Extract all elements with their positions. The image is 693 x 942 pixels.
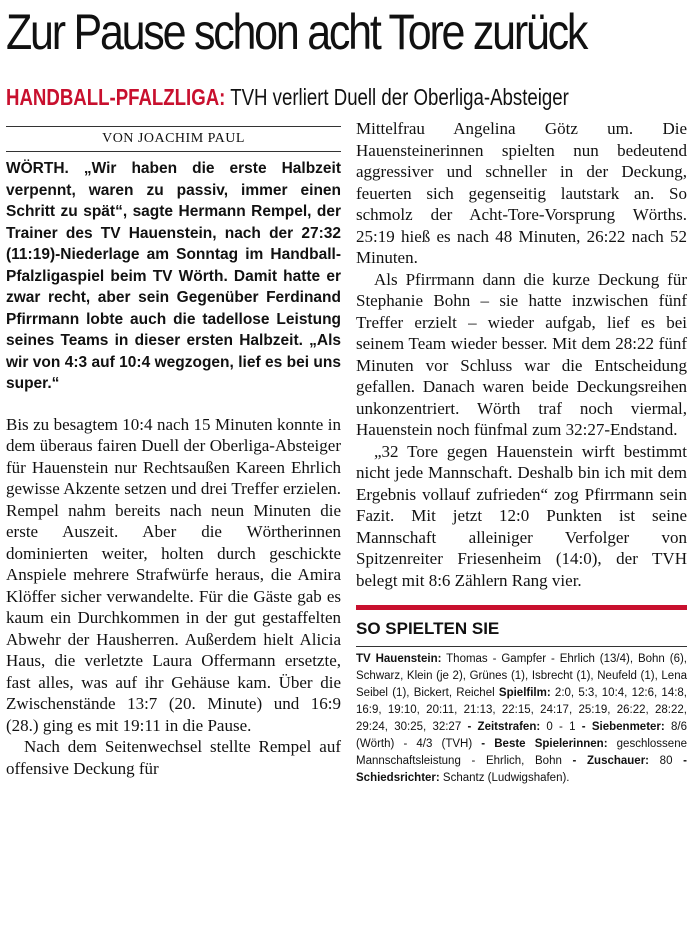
team-lineup: Thomas - Gampfer - Ehrlich (13/4), Bohn (6), Schwarz, Klein (je 2), Grünes (1), Isbrecht (1), Neufeld (1), Lena Seibel (1), Bickert, Reichel xyxy=(356,653,687,699)
body-paragraph: Als Pfirrmann dann die kurze Deckung für Stephanie Bohn – sie hatte inzwischen fünf Treffer erzielt – wieder aufgab, lief es bei seinem Team wieder besser. Mit dem 28:22 fünf Minuten vor Schluss war die Entscheidung gefallen. Danach waren beide Deckungsreihen unkonzentriert. Wörth traf noch viermal, Hauenstein noch fünfmal zum 32:27-Endstand. xyxy=(356,269,687,439)
best-players-value: geschlossene Mannschaftsleistung - Ehrlich, Bohn xyxy=(356,738,687,767)
lead-paragraph: WÖRTH. „Wir haben die erste Halbzeit verpennt, waren zu passiv, immer einen Schritt zu spät“, sagte Hermann Rempel, der Trainer des TV Hauenstein, nach der 27:32 (11:19)-Niederlage am Sonntag im Handball-Pfalzligaspiel beim TV Wörth. Damit hatte er zwar recht, aber sein Gegenüber Ferdinand Pfirrmann lobte auch die tadellose Leistung seines Teams in dieser ersten Halbzeit. „Als wir von 4:3 auf 10:4 wegzogen, lief es bei uns super.“ xyxy=(6,160,341,392)
separator: - xyxy=(461,721,478,733)
seven-meter-value: 8/6 (Wörth) - 4/3 (TVH) xyxy=(356,721,687,750)
spectators-label: Zuschauer: xyxy=(587,755,650,767)
subline-kicker: HANDBALL-PFALZLIGA: xyxy=(6,84,226,110)
body-paragraph: Mittelfrau Angelina Götz um. Die Hauensteinerinnen spielten nun bedeutend aggressiver und schneller in der Deckung, feuerten sich gegenseitig lautstark an. So schmolz der Acht-Tore-Vorsprung Wörths. 25:19 hieß es nach 48 Minuten, 26:22 nach 52 Minuten. xyxy=(356,119,687,267)
article-headline: Zur Pause schon acht Tore zurück xyxy=(6,4,587,60)
separator: - xyxy=(472,738,495,750)
article-subline xyxy=(6,82,654,112)
stats-box-title: SO SPIELTEN SIE xyxy=(356,605,687,640)
stats-box-divider xyxy=(356,646,687,647)
time-penalty-label: Zeitstrafen: xyxy=(477,721,541,733)
seven-meter-label: Siebenmeter: xyxy=(591,721,665,733)
referee-value: Schantz (Ludwigshafen). xyxy=(439,772,570,784)
body-paragraph: Nach dem Seitenwechsel stellte Rempel auf offensive Deckung für xyxy=(6,737,341,778)
time-penalty-value: 0 - 1 xyxy=(540,721,576,733)
body-column-1 xyxy=(6,414,341,780)
best-players-label: Beste Spielerinnen: xyxy=(494,738,608,750)
body-paragraph: „32 Tore gegen Hauenstein wirft bestimmt nicht jede Mannschaft. Deshalb bin ich mit dem Ergebnis vollauf zufrieden“ zog Pfirrmann sein Fazit. Mit jetzt 12:0 Punkten ist seine Mannschaft alleiniger Verfolger von Spitzenreiter Friesenheim (14:0), der TVH belegt mit 8:6 Zählern Rang vier. xyxy=(356,441,687,590)
byline: VON JOACHIM PAUL xyxy=(6,126,341,152)
article-column-2 xyxy=(356,118,687,787)
separator: - xyxy=(561,755,588,767)
referee-label: Schiedsrichter: xyxy=(356,772,440,784)
body-paragraph: Bis zu besagtem 10:4 nach 15 Minuten konnte in dem überaus fairen Duell der Oberliga-Absteiger für Hauenstein nur Rechtsaußen Kareen Ehrlich gewisse Akzente setzen und drei Treffer erzielen. Rempel nahm bereits nach neun Minuten die erste Auszeit. Aber die Wörtherinnen dominierten weiter, holten durch geschickte Anspiele mehrere Strafwürfe heraus, die Amira Klöffer sicher verwandelte. Für die Gäste gab es kaum ein Durchkommen in der gut gestaffelten Abwehr der Hausherren. Außerdem hielt Alicia Haus, die verletzte Laura Offermann ersetzte, fast alles, was auf ihr Gehäuse kam. Über die Zwischenstände 13:7 (20. Minute) und 16:9 (28.) ging es mit 19:11 in die Pause. xyxy=(6,414,341,735)
stats-box-text xyxy=(356,651,687,787)
subline-text: TVH verliert Duell der Oberliga-Absteiger xyxy=(225,84,569,110)
body-column-2 xyxy=(356,118,687,591)
team-label: TV Hauenstein: xyxy=(356,653,442,665)
separator: - xyxy=(672,755,687,767)
article-column-1 xyxy=(6,118,341,779)
paragraph-gap xyxy=(6,395,341,414)
separator: - xyxy=(575,721,592,733)
film-label: Spielfilm: xyxy=(498,687,551,699)
spectators-value: 80 xyxy=(649,755,673,767)
film-scores: 2:0, 5:3, 10:4, 12:6, 14:8, 16:9, 19:10, 20:11, 21:13, 22:15, 24:17, 25:19, 26:22, 28:22, 29:24, 30:25, 32:27 xyxy=(356,687,687,733)
